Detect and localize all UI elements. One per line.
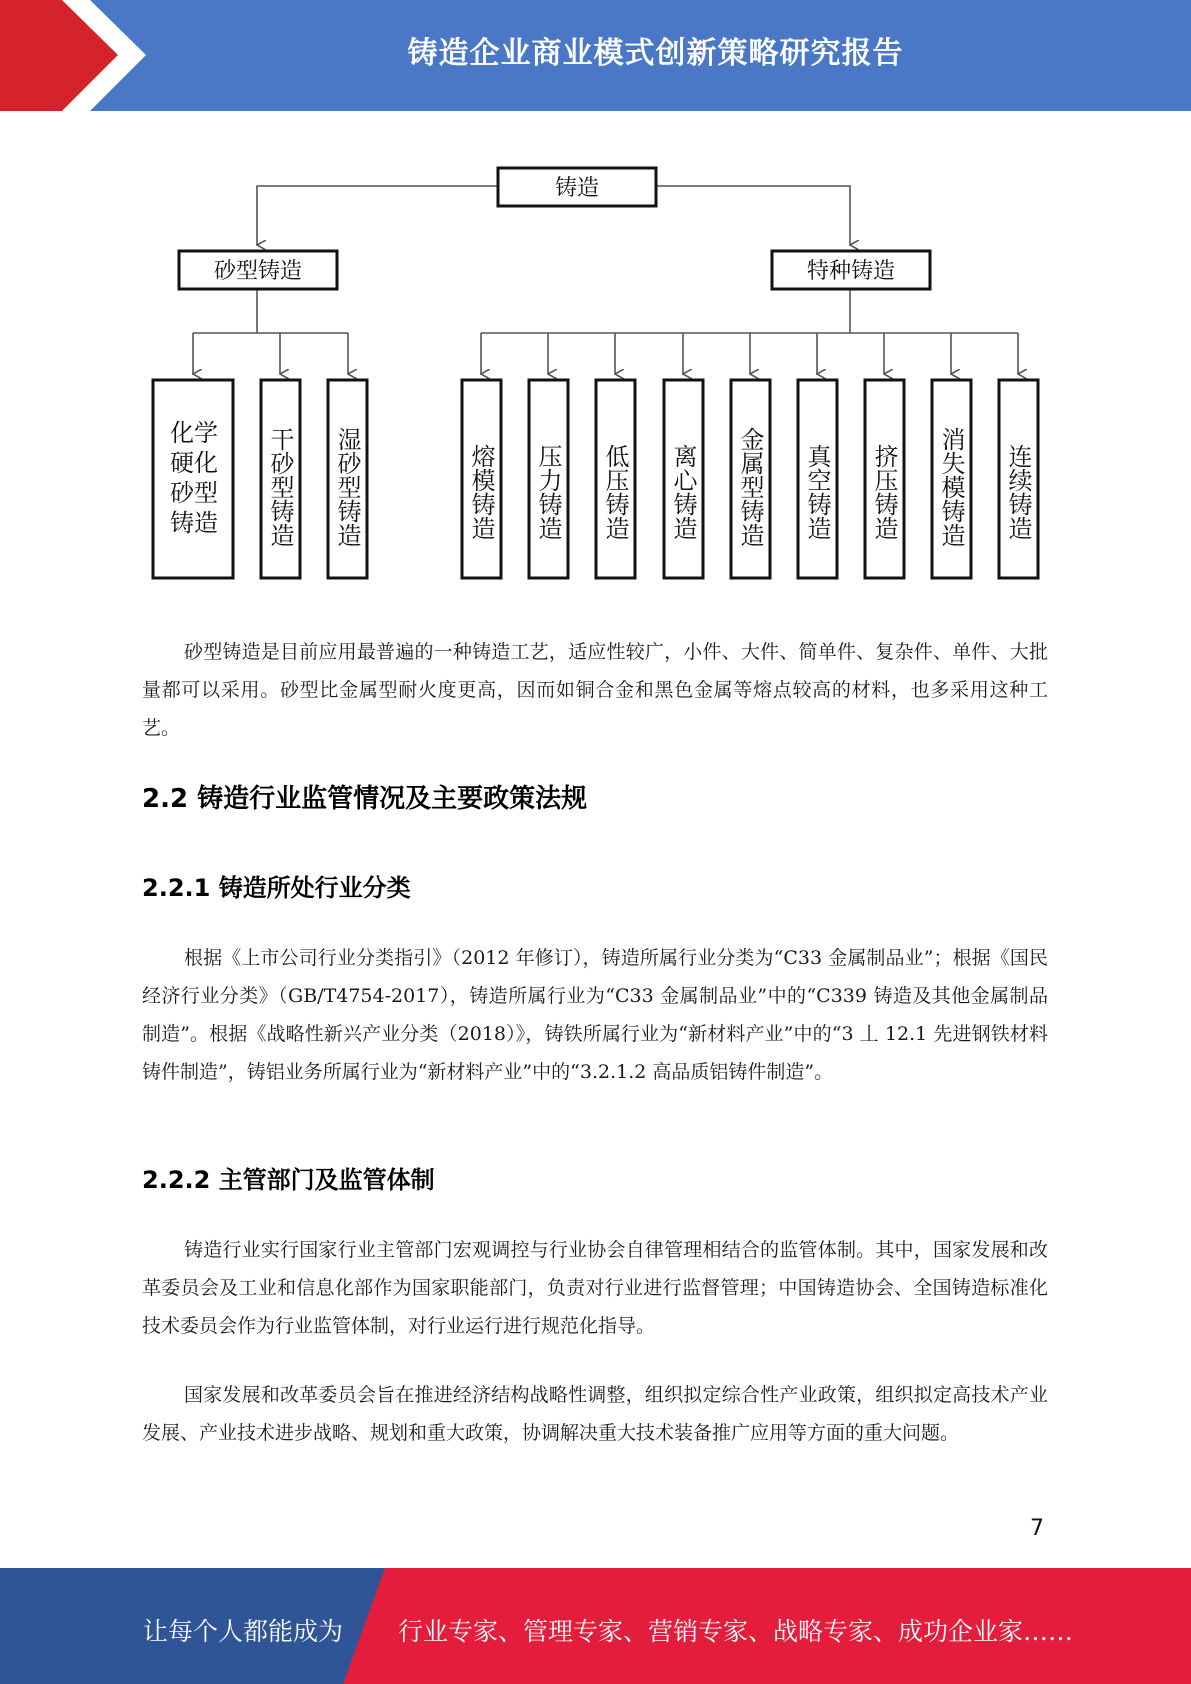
leaf-label-special-4: 离心铸造: [669, 444, 697, 540]
paragraph-industry-classification: [142, 939, 1048, 1091]
section-heading-2-2: 2.2 铸造行业监管情况及主要政策法规: [142, 784, 588, 814]
connector-special-bar: [481, 290, 1018, 333]
node-root-label: 铸造: [554, 176, 600, 201]
paragraph-regulatory-system: [142, 1231, 1048, 1345]
leaf-label-special-1: 熔模铸造: [467, 444, 495, 540]
leaf-label-special-2: 压力铸造: [534, 444, 562, 540]
leaf-label-special-7: 挤压铸造: [870, 444, 898, 540]
page-number: 7: [1030, 1516, 1044, 1541]
connector-sand-bar: [193, 290, 348, 333]
section-heading-2-2-wrap: [142, 778, 1048, 815]
connector-root-sand: [257, 186, 498, 245]
paragraph-text: 根据《上市公司行业分类指引》（2012 年修订），铸造所属行业分类为“C33 金属制品业”；根据《国民经济行业分类》（GB/T4754-2017），铸造所属行业为“C33 金属制品业”中的“C339 铸造及其他金属制品制造”。根据《战略性新兴产业分类（2018）》，铸铁所属行业为“新材料产业”中的“3 丄 12.1 先进钢铁材料铸件制造”，铸铝业务所属行业为“新材料产业”中的“3.2.1.2 高品质铝铸件制造”。: [142, 947, 1048, 1083]
node-special-casting-label: 特种铸造: [806, 259, 896, 284]
connector-root-special: [656, 186, 850, 245]
section-heading-2-2-1-wrap: [142, 868, 1048, 903]
section-heading-2-2-1: 2.2.1 铸造所处行业分类: [142, 874, 411, 902]
report-title: 铸造企业商业模式创新策略研究报告: [407, 36, 904, 71]
casting-classification-diagram: [0, 150, 1191, 590]
leaf-label-special-3: 低压铸造: [601, 444, 629, 540]
footer-slogan-left: 让每个人都能成为: [143, 1617, 344, 1646]
footer-banner: [0, 1568, 1191, 1684]
paragraph-text: 砂型铸造是目前应用最普遍的一种铸造工艺，适应性较广，小件、大件、简单件、复杂件、单件、大批量都可以采用。砂型比金属型耐火度更高，因而如铜合金和黑色金属等熔点较高的材料，也多采用这种工艺。: [142, 641, 1048, 739]
paragraph-text: 铸造行业实行国家行业主管部门宏观调控与行业协会自律管理相结合的监管体制。其中，国家发展和改革委员会及工业和信息化部作为国家职能部门，负责对行业进行监督管理；中国铸造协会、全国铸造标准化技术委员会作为行业监管体制，对行业运行进行规范化指导。: [142, 1239, 1048, 1337]
paragraph-text: 国家发展和改革委员会旨在推进经济结构战略性调整，组织拟定综合性产业政策，组织拟定高技术产业发展、产业技术进步战略、规划和重大政策，协调解决重大技术装备推广应用等方面的重大问题。: [142, 1384, 1048, 1444]
section-heading-2-2-2-wrap: [142, 1160, 1048, 1195]
paragraph-ndrc-role: [142, 1376, 1048, 1452]
footer-slogan-right: 行业专家、管理专家、营销专家、战略专家、成功企业家……: [398, 1617, 1074, 1646]
paragraph-sand-casting: [142, 633, 1048, 747]
leaf-label-special-6: 真空铸造: [803, 444, 831, 540]
leaf-label-sand-1: 化学硬化砂型铸造: [170, 419, 218, 537]
leaf-label-sand-2: 干砂型铸造: [266, 427, 294, 547]
leaf-label-special-9: 连续铸造: [1004, 444, 1032, 540]
leaf-label-special-5: 金属型铸造: [736, 427, 764, 547]
section-heading-2-2-2: 2.2.2 主管部门及监管体制: [142, 1166, 435, 1194]
node-sand-casting-label: 砂型铸造: [213, 259, 303, 284]
leaf-label-special-8: 消失模铸造: [937, 427, 965, 547]
header-banner: [0, 0, 1191, 111]
leaf-label-sand-3: 湿砂型铸造: [333, 427, 361, 547]
